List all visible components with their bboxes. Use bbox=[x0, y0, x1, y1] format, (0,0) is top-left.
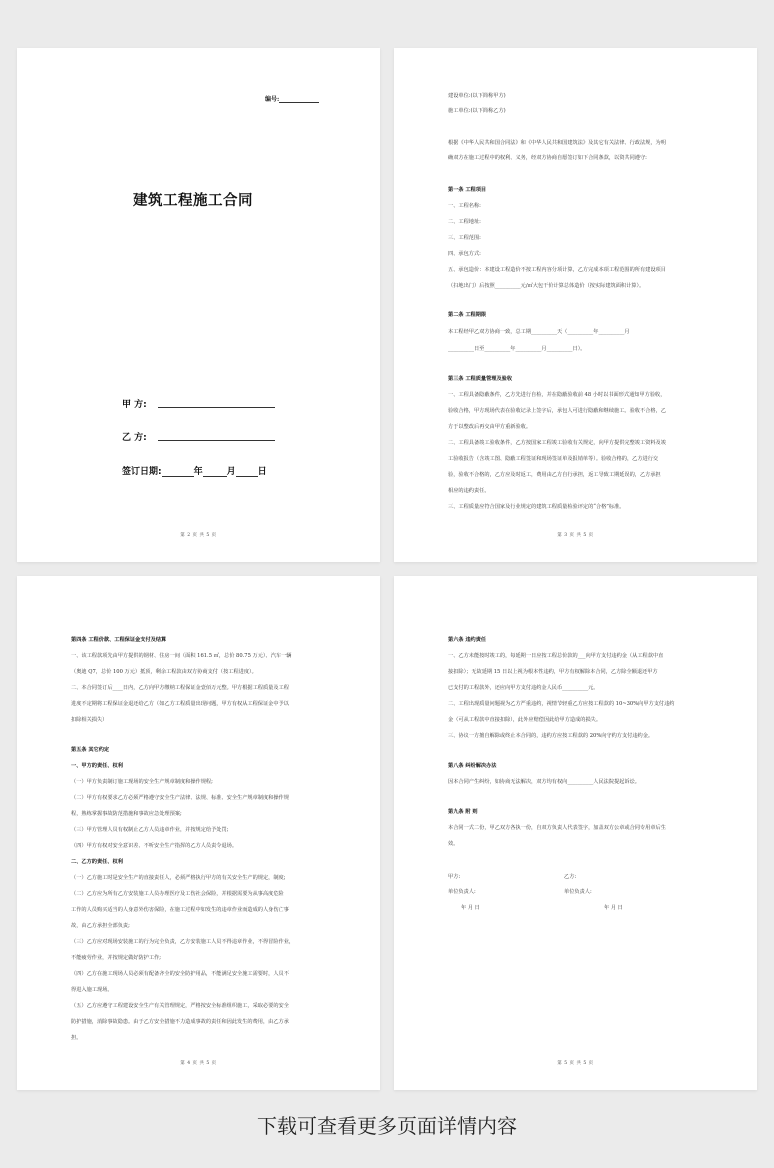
party-a-representative-label: 单位负责人: bbox=[448, 889, 476, 895]
text-line: 进度不定期将工程保证金退还给乙方（如乙方工程质量出现问题，甲方有权从工程保证金中予以 bbox=[71, 701, 289, 707]
party-b-field bbox=[122, 430, 147, 443]
page-footer: 第 4 页 共 5 页 bbox=[180, 1061, 217, 1066]
text-line: 相应的违约责任。 bbox=[448, 488, 490, 494]
contract-page-4 bbox=[17, 576, 380, 1090]
section-heading: 第六条 违约责任 bbox=[448, 637, 487, 643]
text-line: 验收合格，甲方现场代表在验收记录上签字后，承包人可进行隐蔽和继续施工。验收不合格，乙 bbox=[448, 408, 666, 414]
text-line: 二、本合同签订后____日内，乙方向甲方缴纳工程保证金壹佰万元整。甲方根据工程质量及工程 bbox=[71, 685, 289, 691]
contract-number-blank bbox=[279, 96, 319, 103]
text-line: 本合同一式二份，甲乙双方各执一份，自双方负责人代表签字，加盖双方公章或合同专用章后生 bbox=[448, 825, 666, 831]
text-line: 防护措施，消除事故隐患。由于乙方安全措施不力造成事故的责任和因此发生的费用，由乙方承 bbox=[71, 1019, 289, 1025]
page-footer: 第 3 页 共 5 页 bbox=[557, 533, 594, 538]
text-line: 一、该工程款项先由甲方提供的钢材、住房一间（面积 161.5 ㎡，总价 80.75 万元）、汽车一辆 bbox=[71, 653, 292, 659]
text-line: 四、承包方式: bbox=[448, 251, 481, 257]
text-line: 工验收报告（含竣工图、隐蔽工程签证和现场签证单及报销单等）。验收合格的，乙方进行交 bbox=[448, 456, 659, 462]
text-line: （一）甲方负责制订施工现场的安全生产规章制度和操作规程; bbox=[71, 779, 213, 785]
text-line: 方于以整改后再交由甲方重新验收。 bbox=[448, 424, 532, 430]
text-line: （四）乙方在施工现场人员必须有配备齐全的安全防护用品，不能满足安全施工需要时，人员不 bbox=[71, 971, 289, 977]
text-line: 故，由乙方承担全部负责; bbox=[71, 923, 130, 929]
text-line: 因本合同产生纠纷，如协商无法解决，双方均有权向__________人民法院提起诉讼。 bbox=[448, 779, 640, 785]
party-b-date: 年 月 日 bbox=[604, 905, 623, 911]
text-line: 金（可从工程款中直接扣除），此外应赔偿因此给甲方造成的损失。 bbox=[448, 717, 602, 723]
party-a-signature-label: 甲方: bbox=[448, 874, 461, 880]
year-label: 年 bbox=[193, 467, 203, 477]
text-line: 本工程经甲乙双方协商一致，总工期__________天（__________年__________月 bbox=[448, 329, 630, 335]
page-footer: 第 2 页 共 5 页 bbox=[180, 533, 217, 538]
text-line: 程，熟练掌握事故防范措施和事故应急处理预案; bbox=[71, 811, 182, 817]
party-b-representative-label: 单位负责人: bbox=[564, 889, 592, 895]
text-line: 根据《中华人民共和国合同法》和《中华人民共和国建筑法》及其它有关法律、行政法规，为明 bbox=[448, 140, 666, 146]
text-line: （三）乙方应对现场安装施工的行为完全负责，乙方安装施工人员不得违章作业，不得冒险作业， bbox=[71, 939, 295, 945]
contract-number bbox=[265, 94, 319, 103]
text-line: 三、工程范围: bbox=[448, 235, 481, 241]
cover-title: 建筑工程施工合同 bbox=[133, 193, 253, 209]
text-line: 一、乙方未能按时竣工的，每延期一日应按工程总价款的___向甲方支付违约金（从工程款中直 bbox=[448, 653, 664, 659]
party-b-label: 乙 方: bbox=[122, 433, 147, 443]
text-line: 二、工程地址: bbox=[448, 219, 481, 225]
text-line: （五）乙方应遵守工程建设安全生产有关管理规定，严格按安全标准组织施工，采取必要的安全 bbox=[71, 1003, 289, 1009]
party-b-blank bbox=[158, 440, 275, 441]
text-line: __________日至__________年__________月__________日）。 bbox=[448, 346, 586, 352]
section-heading: 第一条 工程项目 bbox=[448, 187, 487, 193]
party-a-label: 甲 方: bbox=[122, 400, 147, 410]
contract-cover-page bbox=[17, 48, 380, 562]
text-line: （四）甲方有权对安全意识差、不听安全生产指挥的乙方人员责令退场。 bbox=[71, 843, 238, 849]
section-heading: 第三条 工程质量管理及验收 bbox=[448, 376, 513, 382]
month-label: 月 bbox=[226, 467, 236, 477]
download-caption: 下载可查看更多页面详情内容 bbox=[257, 1114, 517, 1138]
section-heading: 第九条 附 则 bbox=[448, 809, 478, 815]
text-line: 一、工程具备隐蔽条件，乙方先进行自检，并在隐蔽验收前 48 小时以书面形式通知甲方验收， bbox=[448, 392, 666, 398]
page-footer: 第 5 页 共 5 页 bbox=[557, 1061, 594, 1066]
year-blank bbox=[162, 467, 194, 477]
text-line: 不能疲劳作业，并按规定做好防护工作; bbox=[71, 955, 161, 961]
day-blank bbox=[236, 467, 258, 477]
text-line: 接扣除）；无故延期 15 日以上视为根本性违约，甲方有权解除本合同，乙方除全额退还甲方 bbox=[448, 669, 658, 675]
text-line: 施工单位:(以下简称乙方) bbox=[448, 108, 506, 114]
month-blank bbox=[203, 467, 227, 477]
section-heading: 第二条 工程期限 bbox=[448, 312, 487, 318]
section-heading: 第八条 纠纷解决办法 bbox=[448, 763, 497, 769]
sign-date-field bbox=[122, 464, 267, 477]
text-line: 二、工程出现质量问题视为乙方严重违约，视情节轻重乙方应按工程款的 10~30%向甲方支付违约 bbox=[448, 701, 675, 707]
text-line: 验，验收不合格的，乙方应及时返工，费用由乙方自行承担，返工导致工期延误的，乙方承担 bbox=[448, 472, 661, 478]
party-a-date: 年 月 日 bbox=[461, 905, 480, 911]
subsection-heading: 一、甲方的责任、权利 bbox=[71, 763, 123, 769]
section-heading: 第五条 其它约定 bbox=[71, 747, 110, 753]
text-line: （二）甲方有权要求乙方必须严格遵守安全生产法律、法规、标准、安全生产规章制度和操作规 bbox=[71, 795, 289, 801]
text-line: （三）甲方管理人员有权制止乙方人员违章作业，并按规定给予处罚; bbox=[71, 827, 229, 833]
party-b-signature-label: 乙方: bbox=[564, 874, 577, 880]
sign-date-label: 签订日期: bbox=[122, 467, 162, 477]
text-line: 担。 bbox=[71, 1035, 82, 1041]
subsection-heading: 二、乙方的责任、权利 bbox=[71, 859, 123, 865]
contract-page-2 bbox=[394, 48, 757, 562]
text-line: （扫地出门）后按照__________元/㎡大包干价计算总体造价（按实际建筑面积计算）。 bbox=[448, 283, 645, 289]
text-line: 工作的人员购买适当的人身意外伤害保险，在施工过程中如发生的违章作业而造成的人身伤亡事 bbox=[71, 907, 289, 913]
text-line: 已支付的工程款外，还应向甲方支付违约金人民币__________元。 bbox=[448, 685, 599, 691]
day-label: 日 bbox=[257, 467, 267, 477]
text-line: 扣除相关损失） bbox=[71, 717, 108, 723]
party-a-field bbox=[122, 397, 147, 410]
text-line: 三、工程质量应符合国家及行业规定的建筑工程质量检验评定的“合格”标准。 bbox=[448, 504, 625, 510]
text-line: 五、承包造价：本建设工程造价不按工程内容分项计算，乙方完成本项工程范围的所有建设项目 bbox=[448, 267, 666, 273]
text-line: 建设单位:(以下简称甲方) bbox=[448, 93, 506, 99]
text-line: 确双方在施工过程中的权利、义务，经双方协商自愿签订如下合同条款，以资共同遵守: bbox=[448, 155, 647, 161]
text-line: （奥迪 Q7，总价 100 万元）抵顶，剩余工程款由双方协商支付（按工程进度）。 bbox=[71, 669, 257, 675]
text-line: （二）乙方应为所有乙方安装施工人员办理医疗及工伤社会保险，并根据需要为从事高度危险 bbox=[71, 891, 284, 897]
text-line: 二、工程具备竣工验收条件，乙方按国家工程竣工验收有关规定，向甲方提供完整竣工资料及竣 bbox=[448, 440, 666, 446]
party-a-blank bbox=[158, 407, 275, 408]
section-heading: 第四条 工程价款、工程保证金支付及结算 bbox=[71, 637, 167, 643]
contract-page-5 bbox=[394, 576, 757, 1090]
text-line: 一、工程名称: bbox=[448, 203, 481, 209]
text-line: （一）乙方施工时是安全生产的直接责任人，必须严格执行甲方的有关安全生产的规定，制度; bbox=[71, 875, 286, 881]
contract-number-label: 编号: bbox=[265, 96, 280, 103]
text-line: 效。 bbox=[448, 841, 459, 847]
text-line: 得进入施工现场。 bbox=[71, 987, 113, 993]
text-line: 三、协议一方擅自解除或终止本合同的，违约方应按工程款的 20%向守约方支付违约金。 bbox=[448, 733, 654, 739]
